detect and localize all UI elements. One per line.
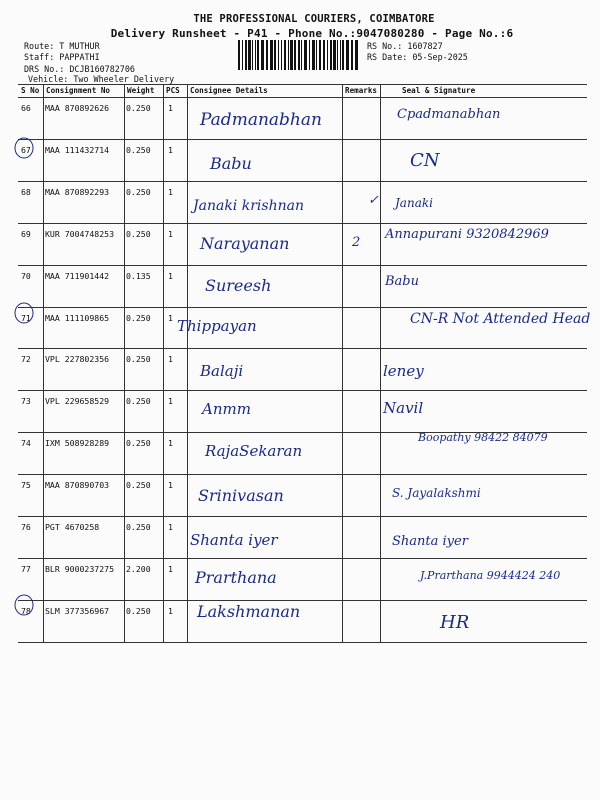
consignee-name: Anmm [202, 400, 251, 418]
cell-pcs: 1 [168, 438, 173, 449]
route-label: Route: T MUTHUR [24, 41, 100, 51]
signature: Cpadmanabhan [397, 107, 501, 122]
cell-cno: MAA 870892626 [45, 103, 110, 113]
cell-pcs: 1 [168, 103, 173, 113]
cell-cno: PGT 4670258 [45, 522, 100, 532]
header-consignment-no: Consignment No [46, 86, 111, 95]
cell-cno: KUR 7004748253 [45, 228, 115, 239]
header-weight: Weight [127, 86, 155, 95]
cell-sno: 72 [21, 354, 31, 365]
runsheet-subtitle: Delivery Runsheet - P41 - Phone No.:9047080280 - Page No.:6 [110, 27, 514, 40]
signature: Annapurani 9320842969 [385, 227, 549, 242]
vehicle-label: Vehicle: Two Wheeler Delivery [28, 74, 175, 84]
cell-cno: MAA 870892293 [45, 186, 110, 197]
consignee-name: Thippayan [177, 317, 257, 335]
consignee-name: Lakshmanan [197, 602, 301, 621]
cell-sno: 70 [21, 270, 31, 281]
consignee-name: Janaki krishnan [193, 198, 304, 214]
header-s-no: S No [21, 86, 40, 95]
cell-pcs: 1 [168, 605, 173, 616]
signature: S. Jayalakshmi [392, 486, 481, 500]
consignee-name: Babu [210, 154, 252, 173]
cell-pcs: 1 [168, 186, 173, 197]
consignee-name: Srinivasan [198, 486, 284, 505]
cell-cno: MAA 870890703 [45, 480, 110, 491]
cell-pcs: 1 [168, 312, 173, 323]
header-seal-signature: Seal & Signature [402, 86, 476, 95]
cell-wt: 0.250 [126, 228, 151, 239]
cell-pcs: 1 [168, 563, 173, 574]
cell-cno: MAA 111109865 [45, 312, 110, 323]
cell-sno: 74 [21, 438, 31, 449]
cell-wt: 0.250 [126, 103, 151, 113]
cell-cno: MAA 711901442 [45, 270, 110, 281]
header-remarks: Remarks [345, 86, 378, 95]
cell-cno: VPL 227802356 [45, 354, 110, 365]
rs-date: RS Date: 05-Sep-2025 [367, 52, 468, 62]
cell-sno: 77 [21, 563, 31, 574]
signature: Navil [383, 399, 424, 417]
signature: Janaki [395, 196, 433, 210]
cell-sno: 66 [21, 103, 31, 113]
cell-sno: 75 [21, 480, 31, 491]
cell-wt: 0.250 [126, 522, 151, 532]
header-consignee-details: Consignee Details [190, 86, 268, 95]
cell-wt: 0.250 [126, 144, 151, 155]
cell-pcs: 1 [168, 144, 173, 155]
cell-pcs: 1 [168, 270, 173, 281]
consignee-name: Prarthana [195, 568, 277, 587]
signature: HR [440, 612, 470, 633]
cell-sno: 76 [21, 522, 31, 532]
cell-wt: 0.250 [126, 312, 151, 323]
cell-pcs: 1 [168, 354, 173, 365]
cell-sno: 68 [21, 186, 31, 197]
consignee-name: RajaSekaran [205, 442, 303, 460]
signature: leney [383, 362, 424, 380]
company-title: THE PROFESSIONAL COURIERS, COIMBATORE [193, 13, 435, 25]
remark-mark: 2 [352, 234, 361, 250]
signature: CN-R Not Attended Head [410, 311, 591, 327]
remark-mark: ✓ [368, 192, 379, 208]
rs-number: RS No.: 1607827 [367, 41, 443, 51]
consignee-name: Padmanabhan [200, 110, 322, 130]
cell-sno: 69 [21, 228, 31, 239]
cell-cno: BLR 9000237275 [45, 563, 115, 574]
cell-sno: 73 [21, 396, 31, 407]
circle-mark-67 [15, 138, 33, 158]
cell-cno: SLM 377356967 [45, 605, 110, 616]
cell-wt: 2.200 [126, 563, 151, 574]
cell-wt: 0.250 [126, 354, 151, 365]
cell-sno: 78 [21, 605, 31, 616]
cell-wt: 0.135 [126, 270, 151, 281]
consignee-name: Narayanan [200, 234, 290, 253]
consignee-name: Sureesh [205, 276, 272, 295]
cell-pcs: 1 [168, 522, 173, 532]
cell-pcs: 1 [168, 480, 173, 491]
cell-sno: 67 [21, 144, 31, 155]
circle-mark-78 [15, 595, 33, 615]
signature: Boopathy 98422 84079 [418, 431, 548, 444]
signature: CN [410, 150, 440, 171]
cell-cno: VPL 229658529 [45, 396, 110, 407]
consignee-name: Shanta iyer [190, 531, 278, 549]
header-pcs: PCS [166, 86, 180, 95]
cell-wt: 0.250 [126, 480, 151, 491]
cell-cno: MAA 111432714 [45, 144, 110, 155]
circle-mark-71 [15, 303, 33, 323]
cell-wt: 0.250 [126, 396, 151, 407]
cell-wt: 0.250 [126, 186, 151, 197]
cell-pcs: 1 [168, 396, 173, 407]
drs-number: DRS No.: DCJB160782706 [24, 64, 135, 74]
cell-cno: IXM 508928289 [45, 438, 110, 449]
consignee-name: Balaji [200, 362, 244, 380]
signature: J.Prarthana 9944424 240 [420, 569, 561, 582]
staff-label: Staff: PAPPATHI [24, 52, 100, 62]
signature: Babu [385, 274, 419, 289]
cell-sno: 71 [21, 312, 31, 323]
cell-wt: 0.250 [126, 605, 151, 616]
signature: Shanta iyer [392, 534, 468, 549]
cell-pcs: 1 [168, 228, 173, 239]
cell-wt: 0.250 [126, 438, 151, 449]
